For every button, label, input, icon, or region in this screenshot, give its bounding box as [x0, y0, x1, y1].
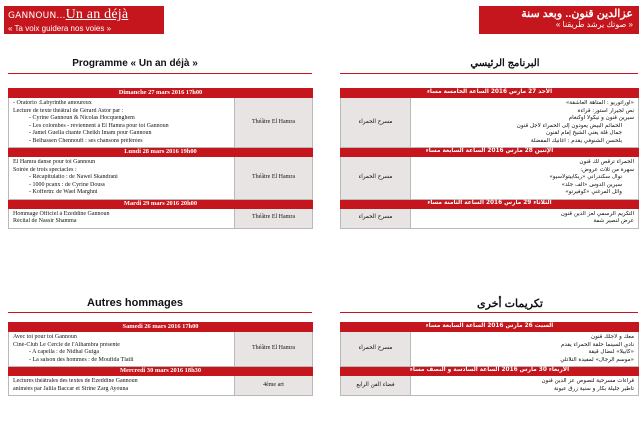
day-header-row: [9, 199, 313, 208]
event-row: [341, 98, 639, 148]
day-header-row: [9, 148, 313, 157]
venue-cell: Théâtre El Hamra: [235, 157, 313, 200]
banner-title-arabic: عزالدين قنون.. وبعد سنة: [521, 8, 633, 20]
event-line: جمال قلة يغني الشيخ إمام لقنون: [546, 130, 623, 136]
event-details: [411, 157, 639, 200]
event-line: Ciné-Club Le Cercle de l'Alhambra présente: [13, 341, 120, 348]
event-details: [411, 98, 639, 148]
venue-cell: مسرح الحمراء: [341, 98, 411, 148]
day-header: Samedi 26 mars 2016 17h00: [9, 323, 313, 332]
day-header-row: [9, 367, 313, 376]
event-line: - Koffertn: de Wael Marghni: [29, 189, 98, 195]
day-header: الثلاثاء 29 مارس 2016 الساعة الثامنة مساء: [341, 199, 639, 208]
event-line: التكريم الرسمي لعز الدين قنون: [560, 210, 635, 217]
venue-cell: مسرح الحمراء: [341, 157, 411, 200]
divider: [8, 312, 312, 313]
event-line: - Oratorio :Labyrinthe amoureux: [13, 100, 92, 106]
day-header: الأربعاء 30 مارس 2016 الساعة السادسة و النصف مساء: [341, 367, 639, 376]
schedule-table-fr-other: [8, 322, 313, 396]
event-details: [411, 376, 639, 396]
day-header-row: [341, 367, 639, 376]
event-line: - 1000 pcanx : de Cyrine Douss: [29, 181, 105, 188]
day-header: Lundi 28 mars 2016 19h00: [9, 148, 313, 157]
event-line: نص لجيرار أستور: قراءة: [577, 107, 635, 114]
event-line: - Les colombes - reviennent à El Hamra pour toi Gannoun: [29, 122, 169, 129]
day-header-row: [9, 89, 313, 98]
divider: [8, 73, 312, 74]
divider: [340, 312, 638, 313]
event-line: - Récapitulatio : de Nawel Skandrani: [29, 174, 118, 180]
day-header: السبت 26 مارس 2016 الساعة السابعة مساء: [341, 323, 639, 332]
event-details: [9, 332, 235, 367]
banner-title-french: [8, 7, 160, 23]
event-line: - Jamel Guella chante Cheikh Imam pour Gannoun: [29, 130, 152, 136]
event-line: معك و لأجلك قنون: [590, 334, 634, 340]
event-details: [411, 332, 639, 367]
event-details: [9, 157, 235, 200]
event-line: عرض لنصير شمة: [593, 218, 635, 224]
event-row: [9, 157, 313, 200]
event-line: سيرين الدوس «ألف جلد»: [561, 181, 623, 188]
event-row: [9, 98, 313, 148]
event-row: [9, 376, 313, 396]
header-banner-arabic: [479, 6, 639, 34]
event-line: - Belhassen Chennoufi : ses chansons préférées: [29, 137, 143, 144]
event-line: نادي السينما حلقة الحمراء يقدم: [560, 341, 634, 348]
event-line: «كابيلا» لنضال قيقة: [588, 349, 634, 355]
event-line: سهرة من ثلاث عروض:: [580, 166, 635, 173]
event-row: [341, 332, 639, 367]
event-line: Hommage Officiel à Ezeddine Gannoun: [13, 210, 110, 217]
venue-cell: مسرح الحمراء: [341, 332, 411, 367]
banner-title-prefix: GANNOUN...: [8, 11, 66, 21]
event-line: - Cyrine Gannoun & Nicolas Hocquenghem: [29, 115, 135, 121]
banner-subtitle-french: « Ta voix guidera nos voies »: [8, 24, 112, 33]
section-title-hommages-fr: Autres hommages: [87, 297, 183, 309]
event-line: وائل المرغني «كوفيرتو»: [565, 189, 623, 195]
event-line: الحمائم البيض يعودون إلى الحمراء لأجل قنون: [516, 122, 623, 129]
venue-cell: Théâtre El Hamra: [235, 208, 313, 228]
event-row: [9, 332, 313, 367]
event-details: [9, 376, 235, 396]
section-title-programme-ar: البرنامج الرئيسي: [470, 58, 540, 69]
banner-subtitle-arabic: « صوتك يرشد طريقنا »: [555, 20, 633, 29]
event-line: Lectures théâtrales des textes de Ezeddine Gannoun: [13, 378, 138, 384]
event-line: Récital de Nassir Shamma: [13, 218, 77, 224]
day-header-row: [341, 89, 639, 98]
event-line: Lecture de texte théâtral de Gérard Astor par :: [13, 107, 124, 114]
header-banner-french: [4, 6, 164, 34]
event-line: نوال سكندراني «ريكابيتولاسيو»: [549, 174, 623, 180]
day-header: الإثنين 28 مارس 2016 الساعة السابعة مساء: [341, 148, 639, 157]
venue-cell: Théâtre El Hamra: [235, 332, 313, 367]
venue-cell: فضاء الفن الرابع: [341, 376, 411, 396]
event-line: قراءات مسرحية لنصوص عز الدين قنون: [541, 378, 634, 384]
event-line: - La saison des hommes : de Moufida Tlatli: [29, 356, 134, 363]
day-header-row: [341, 199, 639, 208]
event-row: [9, 208, 313, 228]
event-details: [411, 208, 639, 228]
event-line: El Hamra danse pour toi Gannoun: [13, 159, 96, 165]
event-line: Soirée de trois spectacles :: [13, 166, 77, 173]
event-line: الحمراء ترقص لك قنون: [579, 159, 635, 165]
event-row: [341, 208, 639, 228]
schedule-table-fr-main: [8, 88, 313, 229]
venue-cell: 4ème art: [235, 376, 313, 396]
day-header: الأحد 27 مارس 2016 الساعة الخامسة مساء: [341, 89, 639, 98]
day-header: Mardi 29 mars 2016 20h00: [9, 199, 313, 208]
event-details: [9, 208, 235, 228]
venue-cell: مسرح الحمراء: [341, 208, 411, 228]
schedule-table-ar-other: [340, 322, 639, 396]
event-line: animées par Jalila Baccar et Sirine Zarg Ayouna: [13, 385, 129, 392]
event-details: [9, 98, 235, 148]
divider: [340, 73, 638, 74]
event-line: «موسم الرجال» لمفيدة التلاتلي: [560, 356, 634, 363]
event-line: سيرين قنون و نيكولا أوكنغام: [568, 115, 635, 121]
event-line: «أوراتوريو : المتاهة العاشقة»: [565, 100, 635, 106]
day-header-row: [341, 323, 639, 332]
section-title-hommages-ar: تكريمات أخرى: [477, 298, 543, 310]
event-line: - A capella : de Nidhal Guiga: [29, 349, 99, 355]
venue-cell: Théâtre El Hamra: [235, 98, 313, 148]
schedule-table-ar-main: [340, 88, 639, 229]
section-title-programme-fr: Programme « Un an déjà »: [72, 58, 198, 69]
event-line: تأطير جليلة بكار و سنية زرق عيونة: [553, 385, 634, 392]
day-header-row: [341, 148, 639, 157]
day-header-row: [9, 323, 313, 332]
day-header: Mercredi 30 mars 2016 18h30: [9, 367, 313, 376]
event-row: [341, 157, 639, 200]
day-header: Dimanche 27 mars 2016 17h00: [9, 89, 313, 98]
event-line: Avec toi pour toi Gannoun: [13, 334, 77, 340]
event-line: بلحسن الشنوفي يقدم : أغانيك المفضلة: [530, 137, 623, 144]
event-row: [341, 376, 639, 396]
banner-title-emphasis: Un an déjà: [65, 7, 129, 22]
